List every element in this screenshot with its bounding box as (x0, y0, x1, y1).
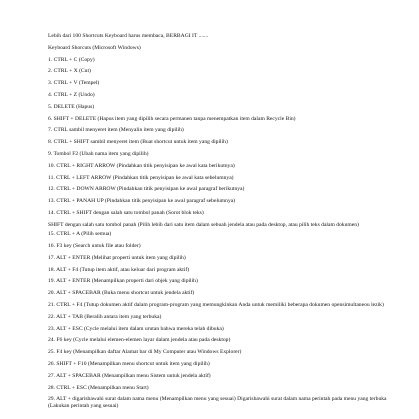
list-item: 13. CTRL + PANAH UP (Pindahkan titik penyisipan ke awal paragraf sebelumnya) (48, 198, 236, 205)
list-item: 1. CTRL + C (Copy) (48, 56, 95, 63)
list-item: 20. ALT + SPACEBAR (Buka menu shortcut untuk jendela aktif) (48, 290, 195, 297)
list-item: 11. CTRL + LEFT ARROW (Pindahkan titik penyisipan ke awal kata sebelumnya) (48, 174, 234, 181)
list-item: 21. CTRL + F4 (Tutup dokumen aktif dalam program-program yang memungkinkan Anda untuk memiliki beberapa dokumen opensimultaneou lezik) (48, 301, 384, 308)
list-item: 17. ALT + ENTER (Melihat properti untuk item yang dipilih) (48, 254, 186, 261)
list-item: 26. SHIFT + F10 (Menampilkan menu shortcut untuk item yang dipilih) (48, 360, 210, 367)
list-item: 7. CTRL sambil menyeret item (Menyalin item yang dipilih) (48, 127, 184, 134)
list-item: 18. ALT + F4 (Tutup item aktif, atau keluar dari program aktif) (48, 266, 190, 273)
list-item: 19. ALT + ENTER (Menampilkan properti dari objek yang dipilih) (48, 278, 198, 285)
list-item: 29. ALT + digarisbawahi surat dalam nama menu (Menampilkan menu yang sesuai) Digarisbawahi surat dalam nama perintah pada menu yang terbuka (Lakukan perintah yang sesuai) (48, 396, 387, 409)
list-item: 4. CTRL + Z (Undo) (48, 91, 95, 98)
list-item: 28. CTRL + ESC (Menampilkan menu Start) (48, 384, 149, 391)
list-item: 5. DELETE (Hapus) (48, 103, 95, 110)
list-item: 8. CTRL + SHIFT sambil menyeret item (Buat shortcut untuk item yang dipilih) (48, 139, 228, 146)
list-item: 24. F6 key (Cycle melalui elemen-elemen layar dalam jendela atau pada desktop) (48, 337, 231, 344)
list-item: 25. F4 key (Menampilkan daftar Alamat bar di My Computer atau Windows Explorer) (48, 349, 242, 356)
intro-line: Lebih dari 100 Shortcuts Keyboard harus membaca, BERBAGI IT ....... (48, 33, 209, 39)
list-item: SHIFT dengan salah satu tombol panah (Pilih lebih dari satu item dalam sebuah jendela atau pada desktop, atau pilih teks dalam dokumen) (48, 221, 359, 228)
list-item: 27. ALT + SPACEBAR (Menampilkan menu Sistem untuk jendela aktif) (48, 372, 211, 379)
list-item: 15. CTRL + A (Pilih semua) (48, 231, 112, 238)
list-item: 2. CTRL + X (Cut) (48, 68, 91, 75)
list-item: 3. CTRL + V (Tempel) (48, 80, 100, 87)
list-item: 10. CTRL + RIGHT ARROW (Pindahkan titik penyisipan ke awal kata berikutnya) (48, 162, 235, 169)
list-item: 12. CTRL + DOWN ARROW (Pindahkan titik penyisipan ke awal paragraf berikutnya) (48, 186, 245, 193)
document-heading: Keyboard Shorcuts (Microsoft Windows) (48, 44, 141, 51)
list-item: 9. Tombol F2 (Ubah nama item yang dipilih) (48, 150, 149, 157)
list-item: 23. ALT + ESC (Cycle melalui item dalam urutan bahwa mereka telah dibuka) (48, 325, 224, 332)
list-item: 6. SHIFT + DELETE (Hapus item yang dipilih secara permanen tanpa menempatkan item dalam Recycle Bin) (48, 115, 296, 122)
list-item: 16. F3 key (Search untuk file atau folder) (48, 242, 141, 249)
list-item: 22. ALT + TAB (Beralih antara item yang terbuka) (48, 313, 162, 320)
list-item: 14. CTRL + SHIFT dengan salah satu tombol panah (Sorot blok teks) (48, 209, 204, 216)
